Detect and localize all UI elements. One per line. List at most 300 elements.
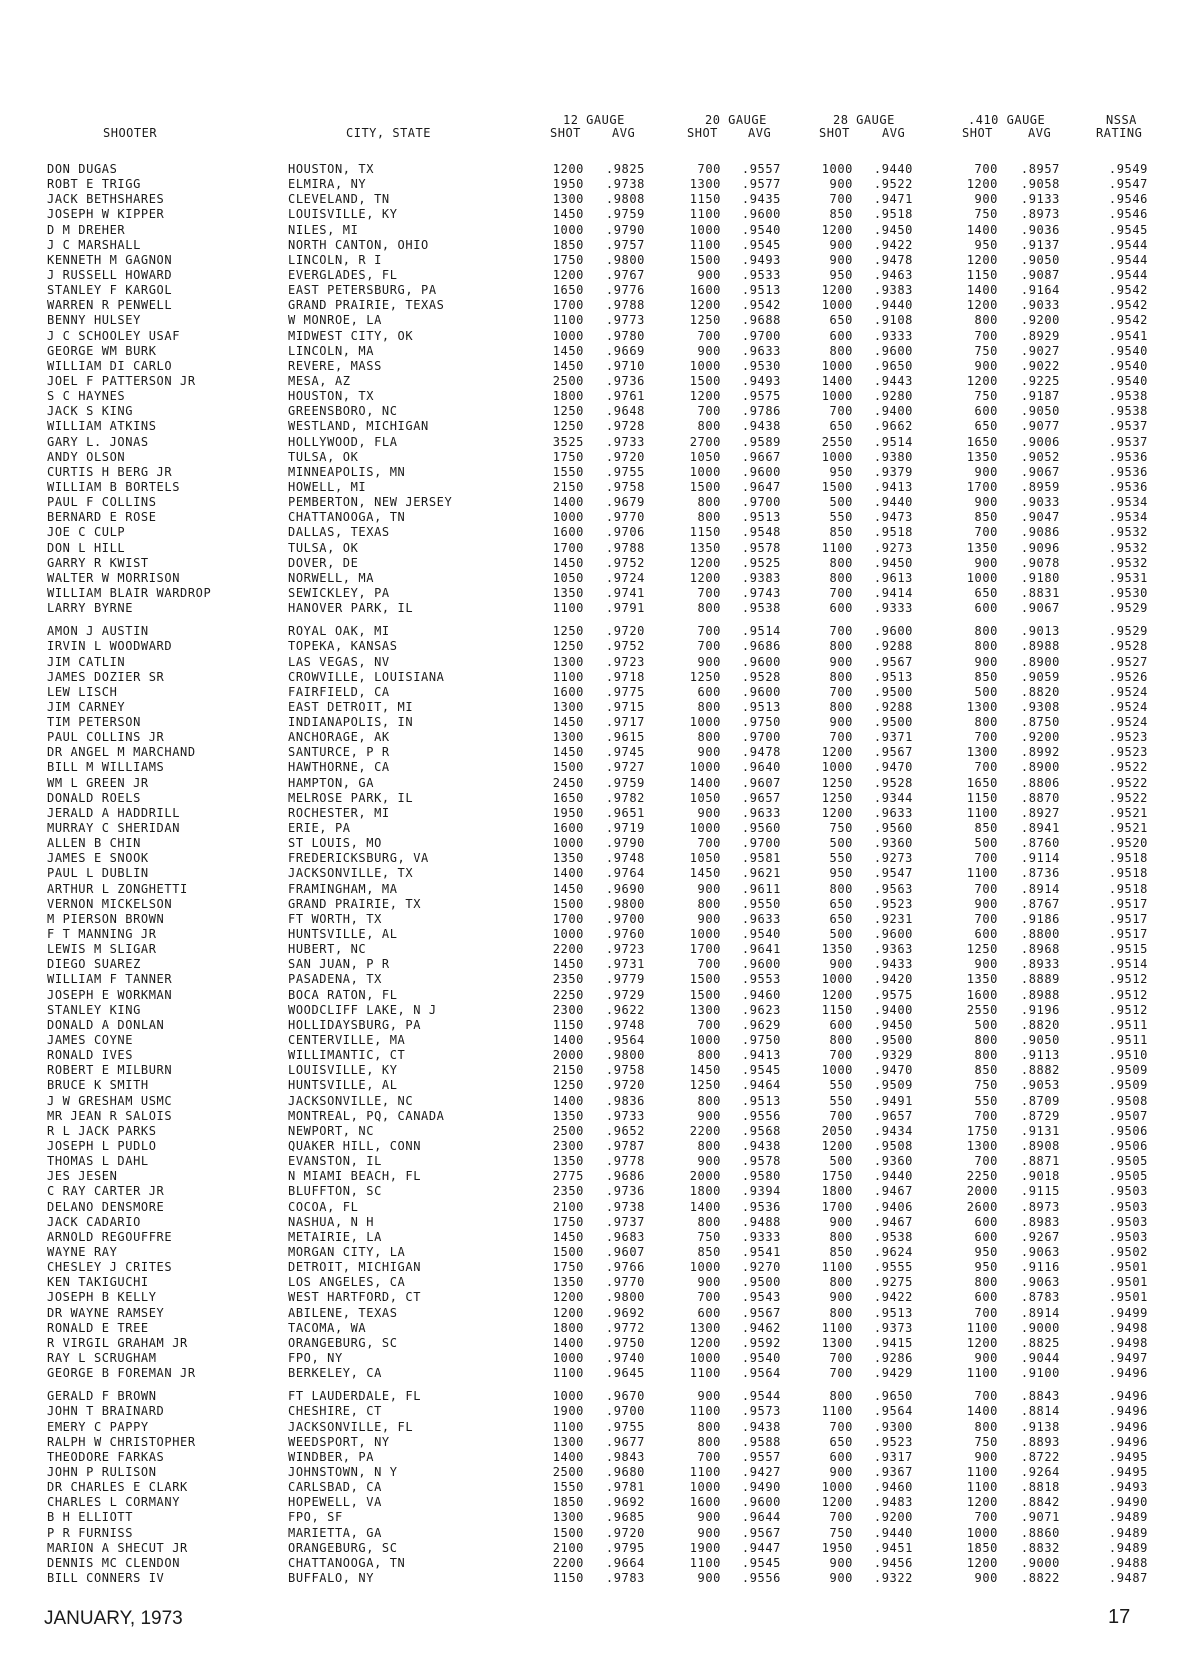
avg-20-gauge: .9686	[741, 639, 781, 654]
avg-20-gauge: .9556	[741, 1570, 781, 1585]
shot-20-gauge: 1000	[689, 1033, 721, 1048]
shooter-name: JIM CATLIN	[47, 654, 126, 669]
shot-12-gauge: 2250	[552, 987, 584, 1002]
shot-12-gauge: 1450	[552, 358, 584, 373]
table-row	[0, 586, 1200, 601]
avg-28-gauge: .9422	[873, 237, 913, 252]
avg-12-gauge: .9645	[605, 1366, 645, 1381]
table-row	[0, 1366, 1200, 1381]
nssa-rating: .9510	[1108, 1048, 1148, 1063]
avg-28-gauge: .9508	[873, 1139, 913, 1153]
shot-12-gauge: 1000	[552, 927, 584, 942]
city-state: TACOMA, WA	[288, 1320, 367, 1335]
avg-20-gauge: .9640	[741, 760, 781, 775]
avg-410-gauge: .8767	[1020, 896, 1060, 911]
avg-28-gauge: .9514	[873, 434, 913, 449]
nssa-rating: .9540	[1108, 343, 1148, 358]
nssa-rating: .9495	[1108, 1464, 1148, 1479]
avg-12-gauge: .9731	[605, 957, 645, 972]
avg-410-gauge: .8889	[1020, 972, 1060, 987]
avg-410-gauge: .9196	[1020, 1002, 1060, 1017]
avg-410-gauge: .9013	[1020, 624, 1060, 639]
avg-28-gauge: .9333	[873, 601, 913, 616]
avg-12-gauge: .9755	[605, 1419, 645, 1434]
shot-28-gauge: 1950	[821, 1540, 853, 1555]
avg-28-gauge: .9440	[873, 162, 913, 176]
table-row	[0, 851, 1200, 866]
avg-28-gauge: .9360	[873, 1154, 913, 1169]
shot-410-gauge: 800	[974, 1419, 998, 1434]
table-row	[0, 1200, 1200, 1215]
nssa-rating: .9495	[1108, 1449, 1148, 1464]
table-row	[0, 957, 1200, 972]
avg-28-gauge: .9414	[873, 585, 913, 600]
avg-12-gauge: .9607	[605, 1244, 645, 1259]
shot-28-gauge: 500	[829, 1154, 853, 1169]
shot-20-gauge: 900	[697, 805, 721, 820]
city-state: LAS VEGAS, NV	[288, 654, 390, 669]
avg-20-gauge: .9513	[741, 510, 781, 525]
avg-410-gauge: .9022	[1020, 358, 1060, 373]
shot-20-gauge: 800	[697, 1214, 721, 1229]
avg-12-gauge: .9772	[605, 1320, 645, 1335]
shot-28-gauge: 800	[829, 1389, 853, 1404]
avg-410-gauge: .8870	[1020, 790, 1060, 805]
table-row	[0, 1510, 1200, 1525]
avg-410-gauge: .9225	[1020, 373, 1060, 388]
nssa-rating: .9489	[1108, 1510, 1148, 1525]
avg-20-gauge: .9573	[741, 1404, 781, 1419]
avg-20-gauge: .9557	[741, 1449, 781, 1464]
avg-20-gauge: .9528	[741, 669, 781, 684]
shot-28-gauge: 650	[829, 313, 853, 328]
table-row	[0, 1290, 1200, 1305]
shot-410-gauge: 600	[974, 1290, 998, 1305]
shot-410-gauge: 900	[974, 896, 998, 911]
shot-12-gauge: 1500	[552, 1525, 584, 1540]
table-row	[0, 359, 1200, 374]
avg-20-gauge: .9600	[741, 1495, 781, 1510]
shot-12-gauge: 1750	[552, 1214, 584, 1229]
shot-12-gauge: 1950	[552, 177, 584, 192]
shot-12-gauge: 1000	[552, 836, 584, 851]
nssa-rating: .9537	[1108, 419, 1148, 434]
shot-28-gauge: 800	[829, 343, 853, 358]
nssa-rating: .9538	[1108, 404, 1148, 419]
shot-28-gauge: 700	[829, 1108, 853, 1123]
nssa-rating: .9517	[1108, 911, 1148, 926]
header-410-gauge: .410 GAUGE	[968, 113, 1046, 127]
header-city-state: CITY, STATE	[346, 126, 431, 140]
avg-12-gauge: .9745	[605, 745, 645, 760]
header-shooter: SHOOTER	[103, 126, 158, 140]
avg-12-gauge: .9759	[605, 207, 645, 222]
avg-12-gauge: .9779	[605, 972, 645, 987]
avg-20-gauge: .9623	[741, 1002, 781, 1017]
shot-20-gauge: 2000	[689, 1169, 721, 1184]
shot-12-gauge: 1250	[552, 1078, 584, 1093]
avg-20-gauge: .9514	[741, 624, 781, 639]
shot-410-gauge: 600	[974, 1214, 998, 1229]
nssa-rating: .9549	[1108, 162, 1148, 176]
city-state: HOUSTON, TX	[288, 389, 375, 404]
avg-12-gauge: .9679	[605, 495, 645, 510]
avg-410-gauge: .8968	[1020, 942, 1060, 957]
avg-12-gauge: .9783	[605, 1570, 645, 1585]
avg-12-gauge: .9752	[605, 639, 645, 654]
avg-28-gauge: .9563	[873, 881, 913, 896]
table-row	[0, 1078, 1200, 1093]
shooter-name: WARREN R PENWELL	[47, 298, 173, 313]
shot-28-gauge: 1000	[821, 449, 853, 464]
avg-20-gauge: .9536	[741, 1199, 781, 1214]
avg-28-gauge: .9662	[873, 419, 913, 434]
shot-410-gauge: 750	[974, 343, 998, 358]
avg-20-gauge: .9553	[741, 972, 781, 987]
table-row	[0, 1306, 1200, 1321]
shot-20-gauge: 700	[697, 328, 721, 343]
table-row	[0, 760, 1200, 775]
shot-410-gauge: 850	[974, 510, 998, 525]
shot-12-gauge: 1550	[552, 1480, 584, 1495]
avg-28-gauge: .9538	[873, 1229, 913, 1244]
shooter-name: JOHN P RULISON	[47, 1464, 157, 1479]
avg-12-gauge: .9800	[605, 1048, 645, 1063]
shot-12-gauge: 1550	[552, 464, 584, 479]
avg-28-gauge: .9478	[873, 252, 913, 267]
avg-20-gauge: .9464	[741, 1078, 781, 1093]
avg-410-gauge: .9087	[1020, 267, 1060, 282]
shot-28-gauge: 600	[829, 1017, 853, 1032]
shot-410-gauge: 1350	[966, 972, 998, 987]
city-state: FT WORTH, TX	[288, 911, 382, 926]
shooter-name: EMERY C PAPPY	[47, 1419, 149, 1434]
city-state: BERKELEY, CA	[288, 1366, 382, 1381]
shot-20-gauge: 1250	[689, 1078, 721, 1093]
avg-28-gauge: .9528	[873, 775, 913, 790]
shot-12-gauge: 1350	[552, 851, 584, 866]
avg-410-gauge: .9018	[1020, 1169, 1060, 1184]
shot-12-gauge: 1450	[552, 957, 584, 972]
nssa-rating: .9487	[1108, 1570, 1148, 1585]
avg-28-gauge: .9451	[873, 1540, 913, 1555]
shot-28-gauge: 1250	[821, 790, 853, 805]
shooter-name: ARNOLD REGOUFFRE	[47, 1229, 173, 1244]
avg-20-gauge: .9545	[741, 1555, 781, 1570]
city-state: BUFFALO, NY	[288, 1570, 375, 1585]
nssa-rating: .9507	[1108, 1108, 1148, 1123]
shot-20-gauge: 700	[697, 1449, 721, 1464]
avg-20-gauge: .9513	[741, 1093, 781, 1108]
avg-12-gauge: .9752	[605, 555, 645, 570]
avg-410-gauge: .9114	[1020, 851, 1060, 866]
shot-28-gauge: 700	[829, 1350, 853, 1365]
shot-12-gauge: 1200	[552, 267, 584, 282]
avg-410-gauge: .8914	[1020, 1305, 1060, 1320]
shot-12-gauge: 1850	[552, 1495, 584, 1510]
city-state: HOLLIDAYSBURG, PA	[288, 1017, 422, 1032]
city-state: TULSA, OK	[288, 540, 359, 555]
shooter-name: MR JEAN R SALOIS	[47, 1108, 173, 1123]
avg-410-gauge: .8933	[1020, 957, 1060, 972]
avg-28-gauge: .9463	[873, 267, 913, 282]
shot-20-gauge: 1300	[689, 177, 721, 192]
shooter-name: JOSEPH B KELLY	[47, 1290, 157, 1305]
shot-20-gauge: 900	[697, 745, 721, 760]
avg-20-gauge: .9589	[741, 434, 781, 449]
avg-20-gauge: .9560	[741, 821, 781, 836]
shot-410-gauge: 1200	[966, 1555, 998, 1570]
shot-20-gauge: 900	[697, 1570, 721, 1585]
shot-410-gauge: 1750	[966, 1123, 998, 1138]
shot-12-gauge: 1750	[552, 1260, 584, 1275]
table-row	[0, 1480, 1200, 1495]
nssa-rating: .9508	[1108, 1093, 1148, 1108]
avg-410-gauge: .8900	[1020, 654, 1060, 669]
avg-410-gauge: .9164	[1020, 283, 1060, 298]
avg-12-gauge: .9717	[605, 715, 645, 730]
shot-28-gauge: 650	[829, 419, 853, 434]
shot-410-gauge: 700	[974, 1108, 998, 1123]
avg-20-gauge: .9700	[741, 836, 781, 851]
avg-410-gauge: .8822	[1020, 1570, 1060, 1585]
nssa-rating: .9529	[1108, 624, 1148, 639]
shot-410-gauge: 550	[974, 1093, 998, 1108]
avg-12-gauge: .9720	[605, 449, 645, 464]
avg-28-gauge: .9440	[873, 495, 913, 510]
avg-12-gauge: .9738	[605, 177, 645, 192]
table-row	[0, 670, 1200, 685]
shot-28-gauge: 850	[829, 207, 853, 222]
table-row	[0, 972, 1200, 987]
avg-410-gauge: .9000	[1020, 1555, 1060, 1570]
avg-28-gauge: .9373	[873, 1320, 913, 1335]
avg-12-gauge: .9800	[605, 896, 645, 911]
shot-28-gauge: 700	[829, 1366, 853, 1381]
shot-28-gauge: 900	[829, 715, 853, 730]
table-row	[0, 268, 1200, 283]
nssa-rating: .9512	[1108, 987, 1148, 1002]
table-row	[0, 510, 1200, 525]
avg-28-gauge: .9470	[873, 760, 913, 775]
shooter-name: MARION A SHECUT JR	[47, 1540, 188, 1555]
avg-28-gauge: .9413	[873, 479, 913, 494]
shot-410-gauge: 1200	[966, 1495, 998, 1510]
shot-12-gauge: 1500	[552, 896, 584, 911]
avg-28-gauge: .9275	[873, 1275, 913, 1290]
table-row	[0, 912, 1200, 927]
avg-20-gauge: .9750	[741, 1033, 781, 1048]
avg-20-gauge: .9556	[741, 1108, 781, 1123]
shot-20-gauge: 1900	[689, 1540, 721, 1555]
avg-20-gauge: .9533	[741, 267, 781, 282]
city-state: WEST HARTFORD, CT	[288, 1290, 422, 1305]
shot-20-gauge: 800	[697, 896, 721, 911]
row-gap	[0, 616, 1200, 624]
shot-12-gauge: 2450	[552, 775, 584, 790]
shooter-name: D M DREHER	[47, 222, 126, 237]
shot-410-gauge: 900	[974, 957, 998, 972]
avg-410-gauge: .9000	[1020, 1320, 1060, 1335]
nssa-rating: .9501	[1108, 1260, 1148, 1275]
issue-date: JANUARY, 1973	[44, 1608, 183, 1629]
shooter-name: DIEGO SUAREZ	[47, 957, 141, 972]
shot-12-gauge: 1250	[552, 404, 584, 419]
shot-28-gauge: 600	[829, 601, 853, 616]
shooter-name: BILL CONNERS IV	[47, 1570, 165, 1585]
city-state: ELMIRA, NY	[288, 177, 367, 192]
shot-20-gauge: 800	[697, 1419, 721, 1434]
city-state: JACKSONVILLE, FL	[288, 1419, 414, 1434]
shot-410-gauge: 800	[974, 624, 998, 639]
shot-12-gauge: 1750	[552, 449, 584, 464]
shooter-name: GARRY R KWIST	[47, 555, 149, 570]
nssa-rating: .9509	[1108, 1063, 1148, 1078]
shot-28-gauge: 700	[829, 730, 853, 745]
avg-12-gauge: .9615	[605, 730, 645, 745]
nssa-rating: .9521	[1108, 821, 1148, 836]
shot-28-gauge: 800	[829, 1229, 853, 1244]
shot-28-gauge: 1100	[821, 1260, 853, 1275]
shooter-table	[0, 162, 1200, 1586]
avg-12-gauge: .9710	[605, 358, 645, 373]
avg-410-gauge: .9050	[1020, 252, 1060, 267]
table-row	[0, 1541, 1200, 1556]
shooter-name: DENNIS MC CLENDON	[47, 1555, 181, 1570]
city-state: MINNEAPOLIS, MN	[288, 464, 406, 479]
shot-28-gauge: 700	[829, 585, 853, 600]
avg-410-gauge: .8957	[1020, 162, 1060, 176]
shot-410-gauge: 900	[974, 654, 998, 669]
table-row	[0, 624, 1200, 639]
shooter-name: DON L HILL	[47, 540, 126, 555]
avg-28-gauge: .9613	[873, 570, 913, 585]
avg-410-gauge: .9063	[1020, 1275, 1060, 1290]
nssa-rating: .9509	[1108, 1078, 1148, 1093]
shot-410-gauge: 1200	[966, 177, 998, 192]
avg-28-gauge: .9471	[873, 192, 913, 207]
table-row	[0, 1404, 1200, 1419]
shot-28-gauge: 1200	[821, 745, 853, 760]
avg-410-gauge: .9180	[1020, 570, 1060, 585]
shot-20-gauge: 1700	[689, 942, 721, 957]
city-state: EAST PETERSBURG, PA	[288, 283, 437, 298]
shot-20-gauge: 1000	[689, 821, 721, 836]
city-state: MARIETTA, GA	[288, 1525, 382, 1540]
shot-20-gauge: 1200	[689, 1335, 721, 1350]
avg-28-gauge: .9450	[873, 222, 913, 237]
avg-28-gauge: .9379	[873, 464, 913, 479]
table-row	[0, 1215, 1200, 1230]
shot-28-gauge: 800	[829, 881, 853, 896]
avg-20-gauge: .9629	[741, 1017, 781, 1032]
avg-410-gauge: .8988	[1020, 987, 1060, 1002]
city-state: HANOVER PARK, IL	[288, 601, 414, 616]
avg-20-gauge: .9545	[741, 1063, 781, 1078]
shot-410-gauge: 1700	[966, 479, 998, 494]
avg-410-gauge: .8992	[1020, 745, 1060, 760]
city-state: MONTREAL, PQ, CANADA	[288, 1108, 445, 1123]
shooter-name: J RUSSELL HOWARD	[47, 267, 173, 282]
shot-410-gauge: 700	[974, 1305, 998, 1320]
header-nssa: NSSA	[1106, 113, 1137, 127]
shot-12-gauge: 2100	[552, 1540, 584, 1555]
shot-28-gauge: 900	[829, 1570, 853, 1585]
avg-410-gauge: .9006	[1020, 434, 1060, 449]
avg-12-gauge: .9790	[605, 222, 645, 237]
shot-28-gauge: 2050	[821, 1123, 853, 1138]
shot-12-gauge: 1050	[552, 570, 584, 585]
avg-28-gauge: .9513	[873, 1305, 913, 1320]
shot-20-gauge: 1300	[689, 1320, 721, 1335]
shot-20-gauge: 1200	[689, 298, 721, 313]
avg-12-gauge: .9800	[605, 252, 645, 267]
table-row	[0, 435, 1200, 450]
table-row	[0, 1321, 1200, 1336]
city-state: EVANSTON, IL	[288, 1154, 382, 1169]
avg-12-gauge: .9700	[605, 911, 645, 926]
shot-28-gauge: 850	[829, 525, 853, 540]
shot-410-gauge: 700	[974, 1510, 998, 1525]
avg-20-gauge: .9542	[741, 298, 781, 313]
shot-20-gauge: 1000	[689, 715, 721, 730]
shot-28-gauge: 1000	[821, 760, 853, 775]
table-row	[0, 192, 1200, 207]
shot-12-gauge: 1300	[552, 192, 584, 207]
shot-12-gauge: 1800	[552, 1320, 584, 1335]
avg-20-gauge: .9641	[741, 942, 781, 957]
avg-20-gauge: .9447	[741, 1540, 781, 1555]
nssa-rating: .9536	[1108, 479, 1148, 494]
nssa-rating: .9536	[1108, 449, 1148, 464]
table-row	[0, 866, 1200, 881]
nssa-rating: .9547	[1108, 177, 1148, 192]
shot-28-gauge: 1500	[821, 479, 853, 494]
avg-28-gauge: .9456	[873, 1555, 913, 1570]
avg-20-gauge: .9600	[741, 654, 781, 669]
avg-28-gauge: .9415	[873, 1335, 913, 1350]
avg-410-gauge: .8927	[1020, 805, 1060, 820]
shot-12-gauge: 1850	[552, 237, 584, 252]
shot-410-gauge: 900	[974, 464, 998, 479]
avg-28-gauge: .9567	[873, 654, 913, 669]
table-row	[0, 1094, 1200, 1109]
avg-20-gauge: .9383	[741, 570, 781, 585]
city-state: ROYAL OAK, MI	[288, 624, 390, 639]
avg-20-gauge: .9544	[741, 1389, 781, 1404]
city-state: GRAND PRAIRIE, TX	[288, 896, 422, 911]
avg-20-gauge: .9644	[741, 1510, 781, 1525]
avg-28-gauge: .9650	[873, 358, 913, 373]
shot-28-gauge: 700	[829, 684, 853, 699]
avg-28-gauge: .9600	[873, 624, 913, 639]
city-state: WINDBER, PA	[288, 1449, 375, 1464]
avg-20-gauge: .9543	[741, 1290, 781, 1305]
shot-28-gauge: 1200	[821, 987, 853, 1002]
city-state: DOVER, DE	[288, 555, 359, 570]
city-state: ABILENE, TEXAS	[288, 1305, 398, 1320]
header-28-avg: AVG	[882, 126, 906, 140]
shot-12-gauge: 1100	[552, 313, 584, 328]
table-row	[0, 1435, 1200, 1450]
shot-20-gauge: 900	[697, 1154, 721, 1169]
avg-28-gauge: .9624	[873, 1244, 913, 1259]
city-state: DALLAS, TEXAS	[288, 525, 390, 540]
avg-12-gauge: .9740	[605, 1350, 645, 1365]
table-row	[0, 223, 1200, 238]
shot-410-gauge: 800	[974, 1275, 998, 1290]
avg-20-gauge: .9462	[741, 1320, 781, 1335]
